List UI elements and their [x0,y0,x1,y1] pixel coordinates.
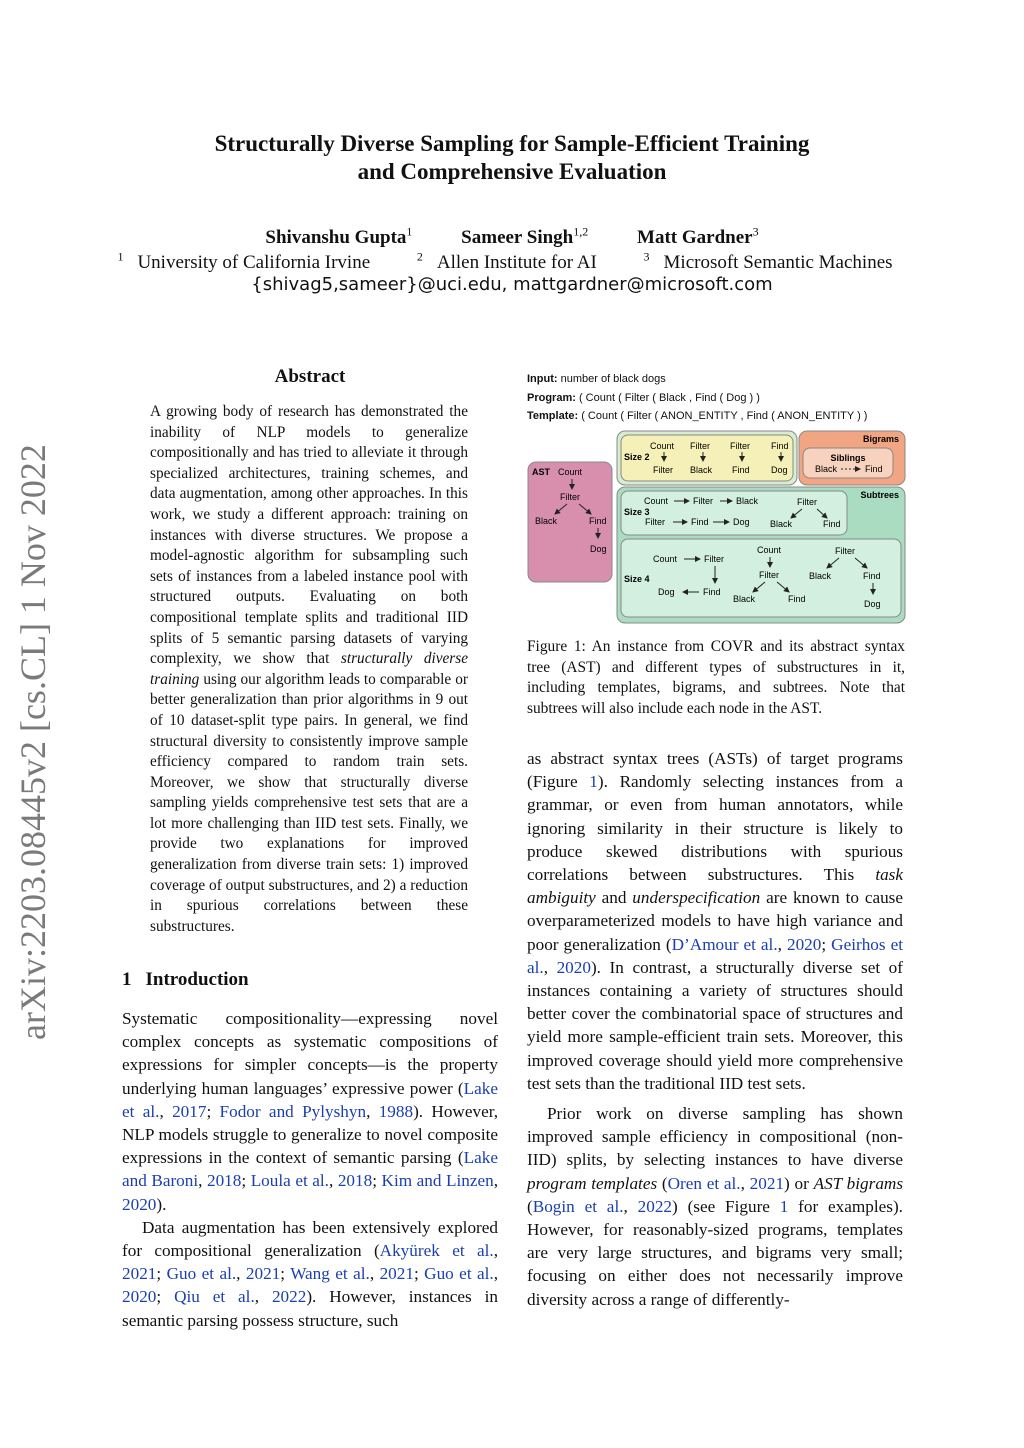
citation-link[interactable]: 2022 [637,1196,673,1216]
size2-label: Size 2 [624,452,650,462]
citation-link[interactable]: 1988 [378,1101,414,1121]
svg-text:Black: Black [809,571,832,581]
title-line-2: and Comprehensive Evaluation [357,159,667,184]
affiliation-3: $^3$ Microsoft Semantic Machines [643,250,893,274]
citation-link[interactable]: Lake and Baroni [122,1148,498,1191]
citation-link[interactable]: 2020 [122,1194,157,1214]
title-line-1: Structurally Diverse Sampling for Sample-Efficient Training [214,131,810,156]
section-heading-introduction: 1 Introduction [122,969,249,990]
citation-link[interactable]: 2021 [245,1264,281,1284]
figure-diagram [527,427,907,625]
svg-text:Filter: Filter [730,441,750,451]
subtrees-label: Subtrees [860,490,899,500]
author-list [0,225,1024,249]
citation-link[interactable]: 2021 [122,1264,157,1284]
paper-title [0,130,1024,186]
svg-text:Filter: Filter [704,554,724,564]
intro-paragraph-1: Systematic compositionality—expressing novel complex concepts as systematic compositions of expressions for simpler concepts—is the property underlying human languages’ expressive power (Lake et al., 2017; Fodor and Pylyshyn, 1988). However, NLP models struggle to generalize to novel composite expressions in the context of semantic parsing (Lake and Baroni, 2018; Loula et al., 2018; Kim and Linzen, 2020). [122,1009,499,1214]
siblings-black: Black [815,464,838,474]
citation-link[interactable]: Bogin et al. [532,1196,624,1216]
citation-link[interactable]: D’Amour et al. [671,934,778,954]
citation-link[interactable]: 2017 [172,1101,207,1121]
svg-text:Filter: Filter [693,496,713,506]
figure-1 [527,370,907,625]
citation-link[interactable]: 2018 [206,1171,242,1191]
citation-link[interactable]: Fodor and Pylyshyn [219,1101,367,1121]
svg-text:Filter: Filter [759,570,779,580]
affiliation-2: $^2$ Allen Institute for AI [416,250,597,274]
svg-text:Find: Find [703,587,721,597]
svg-text:Black: Black [690,465,713,475]
svg-text:Dog: Dog [771,465,788,475]
size3-label: Size 3 [624,507,650,517]
svg-text:Find: Find [771,441,789,451]
svg-text:Count: Count [757,545,782,555]
svg-text:Filter: Filter [560,492,580,502]
svg-text:Black: Black [535,516,558,526]
svg-text:Find: Find [863,571,881,581]
intro-right-paragraph-2: Prior work on diverse sampling has shown improved sample efficiency in compositional (non-IID) splits, by selecting instances to have diverse program templates (Oren et al., 2021) or AST bigrams (Bogin et al., 2022) (see Figure 1 for examples). However, for reasonably-sized programs, templates are very large structures, and bigrams very small; focusing on either does not necessarily improve diversity across a range of differently- [527,1104,904,1309]
citation-link[interactable]: 2020 [786,934,822,954]
intro-right-paragraph-1: as abstract syntax trees (ASTs) of target programs (Figure 1). Randomly selecting instances from a grammar, or even from human annotators, while ignoring similarity in their structure is likely to produce skewed distributions with spurious correlations between substructures. This task ambiguity and underspecification are known to cause overparameterized models to have high variance and poor generalization (D’Amour et al., 2020; Geirhos et al., 2020). In contrast, a structurally diverse set of instances containing a variety of structures should better cover the combinatorial space of structures and yield more sample-efficient train sets. Moreover, this improved coverage should yield more comprehensive test sets than the traditional IID test sets. [527,749,904,1093]
citation-link[interactable]: Lake et al. [122,1078,498,1121]
svg-text:Dog: Dog [590,544,607,554]
figure-program-line: Program: ( Count ( Filter ( Black , Find ( Dog ) ) [527,391,760,404]
abstract-heading: Abstract [274,366,346,387]
affiliations [0,250,1024,274]
siblings-find: Find [865,464,883,474]
affiliation-1: $^1$ University of California Irvine [117,250,371,274]
intro-right-column [527,747,903,1311]
author-1: Shivanshu Gupta$^1$ [265,225,413,249]
citation-link[interactable]: Qiu et al. [174,1287,255,1307]
svg-text:Dog: Dog [733,517,750,527]
svg-text:Count: Count [558,467,583,477]
figure-1-caption: Figure 1: An instance from COVR and its abstract syntax tree (AST) and different types of substructures in it, including templates, bigrams, and subtrees. Note that subtrees will also include each node in the AST. [527,638,905,717]
figure-template-line: Template: ( Count ( Filter ( ANON_ENTITY , Find ( ANON_ENTITY ) ) [527,410,868,422]
citation-link[interactable]: 2020 [556,957,591,977]
svg-text:Find: Find [788,594,806,604]
citation-link[interactable]: Wang et al. [290,1264,370,1284]
author-3: Matt Gardner$^3$ [637,225,759,249]
ast-label: AST [532,467,550,477]
author-2: Sameer Singh$^{1,2}$ [461,225,589,249]
svg-text:Dog: Dog [864,599,881,609]
svg-text:Find: Find [589,516,607,526]
svg-text:Filter: Filter [797,497,817,507]
svg-text:Filter: Filter [645,517,665,527]
citation-link[interactable]: 2020 [122,1287,157,1307]
intro-left-column [122,1007,498,1332]
arxiv-identifier[interactable]: arXiv:2203.08445v2 [cs.CL] 1 Nov 2022 [13,444,53,1040]
svg-text:Filter: Filter [835,546,855,556]
siblings-label: Siblings [830,453,866,463]
citation-link[interactable]: 2021 [749,1173,785,1193]
citation-link[interactable]: 2018 [337,1171,373,1191]
svg-text:Count: Count [644,496,669,506]
svg-text:Find: Find [823,519,841,529]
abstract-text: A growing body of research has demonstrated the inability of NLP models to generalize compositionally and has tried to alleviate it through specialized architectures, training schemes, and data augmentation, among other approaches. In this work, we study a different approach: training on instances with diverse structures. We propose a model-agnostic algorithm for subsampling such sets of instances from a labeled instance pool with structured outputs. Evaluating on both compositional template splits and traditional IID splits of 5 semantic parsing datasets of varying complexity, we show that structurally diverse training using our algorithm leads to comparable or better generalization than prior algorithms in 9 out of 10 dataset-split type pairs. In general, we find structural diversity to consistently improve sample efficiency compared to random train sets. Moreover, we show that structurally diverse sampling yields comprehensive test sets that are a lot more challenging than IID test sets. Finally, we provide two explanations for improved generalization from diverse train sets: 1) improved coverage of output substructures, and 2) a reduction in spurious correlations between these substructures. [150,403,468,935]
svg-text:Find: Find [732,465,750,475]
citation-link[interactable]: Guo et al. [166,1264,237,1284]
svg-text:Filter: Filter [653,465,673,475]
intro-paragraph-2: Data augmentation has been extensively explored for compositional generalization (Akyürek et al., 2021; Guo et al., 2021; Wang et al., 2021; Guo et al., 2020; Qiu et al., 2022). However, instances in semantic parsing possess structure, such [122,1217,499,1330]
citation-link[interactable]: 2021 [379,1264,414,1284]
citation-link[interactable]: Guo et al. [424,1264,494,1284]
figure-input-line: Input: number of black dogs [527,373,666,385]
svg-text:Dog: Dog [658,587,675,597]
figure-reference-link[interactable]: 1 [589,772,598,792]
svg-text:Black: Black [736,496,759,506]
citation-link[interactable]: Akyürek et al. [379,1241,494,1261]
citation-link[interactable]: 2022 [271,1287,307,1307]
size4-label: Size 4 [624,574,650,584]
svg-text:Black: Black [733,594,756,604]
author-emails[interactable]: {shivag5,sameer}@uci.edu, mattgardner@microsoft.com [251,274,773,295]
svg-text:Black: Black [770,519,793,529]
citation-link[interactable]: Geirhos et al. [527,934,904,977]
svg-text:Filter: Filter [690,441,710,451]
bigrams-label: Bigrams [862,434,899,444]
citation-link[interactable]: Kim and Linzen [381,1171,494,1191]
svg-text:Count: Count [653,554,678,564]
citation-link[interactable]: Oren et al. [667,1173,741,1193]
citation-link[interactable]: Loula et al. [250,1171,329,1191]
figure-reference-link[interactable]: 1 [779,1196,789,1216]
svg-text:Count: Count [650,441,675,451]
svg-text:Find: Find [691,517,709,527]
